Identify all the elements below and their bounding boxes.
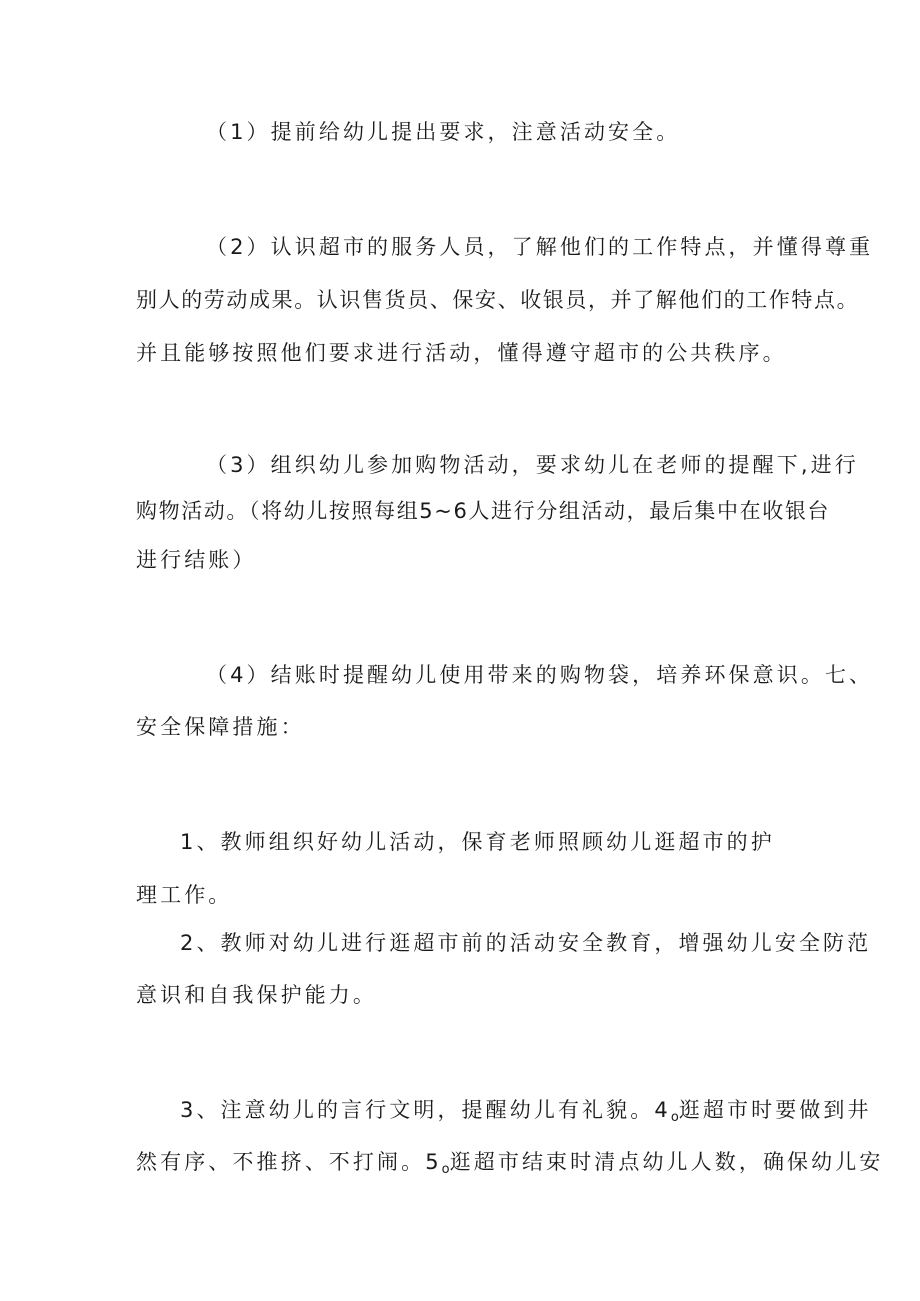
- para-2-line-2: 别人的劳动成果。认识售货员、保安、收银员，并了解他们的工作特点。: [136, 288, 860, 312]
- item-3-line-2-text-a: 然有序、不推挤、不打闹。5: [136, 1150, 442, 1174]
- item-1-line-2: 理工作。: [136, 883, 233, 907]
- para-3-line-3: 进行结账）: [136, 548, 257, 572]
- item-3-line-2-text-b: 逛超市结束时清点幼儿人数，确保幼儿安: [449, 1150, 884, 1174]
- para-3-line-2: 购物活动。（将幼儿按照每组5~6人进行分组活动，最后集中在收银台: [136, 499, 831, 523]
- para-4-line-2: 安全保障措施：: [136, 715, 305, 739]
- item-5-marker: o: [441, 1162, 450, 1177]
- para-4-line-1: （4）结账时提醒幼儿使用带来的购物袋，培养环保意识。七、: [206, 663, 874, 687]
- para-3-line-1: （3）组织幼儿参加购物活动，要求幼儿在老师的提醒下,进行: [206, 453, 859, 477]
- item-3-line-1-text-b: 逛超市时要做到井: [678, 1098, 872, 1122]
- item-4-marker: o: [670, 1110, 679, 1125]
- item-2-line-2: 意识和自我保护能力。: [136, 983, 377, 1007]
- para-1-line-1: （1）提前给幼儿提出要求，注意活动安全。: [206, 120, 681, 144]
- item-3-line-1-text-a: 3、注意幼儿的言行文明，提醒幼儿有礼貌。4: [180, 1098, 671, 1122]
- item-2-line-1: 2、教师对幼儿进行逛超市前的活动安全教育，增强幼儿安全防范: [180, 931, 872, 955]
- item-3-line-1: [180, 1095, 872, 1133]
- para-2-line-3: 并且能够按照他们要求进行活动，懂得遵守超市的公共秩序。: [136, 341, 787, 365]
- item-1-line-1: 1、教师组织好幼儿活动，保育老师照顾幼儿逛超市的护: [180, 830, 775, 854]
- para-2-line-1: （2）认识超市的服务人员，了解他们的工作特点，并懂得尊重: [206, 235, 874, 259]
- item-3-line-2: [136, 1147, 883, 1185]
